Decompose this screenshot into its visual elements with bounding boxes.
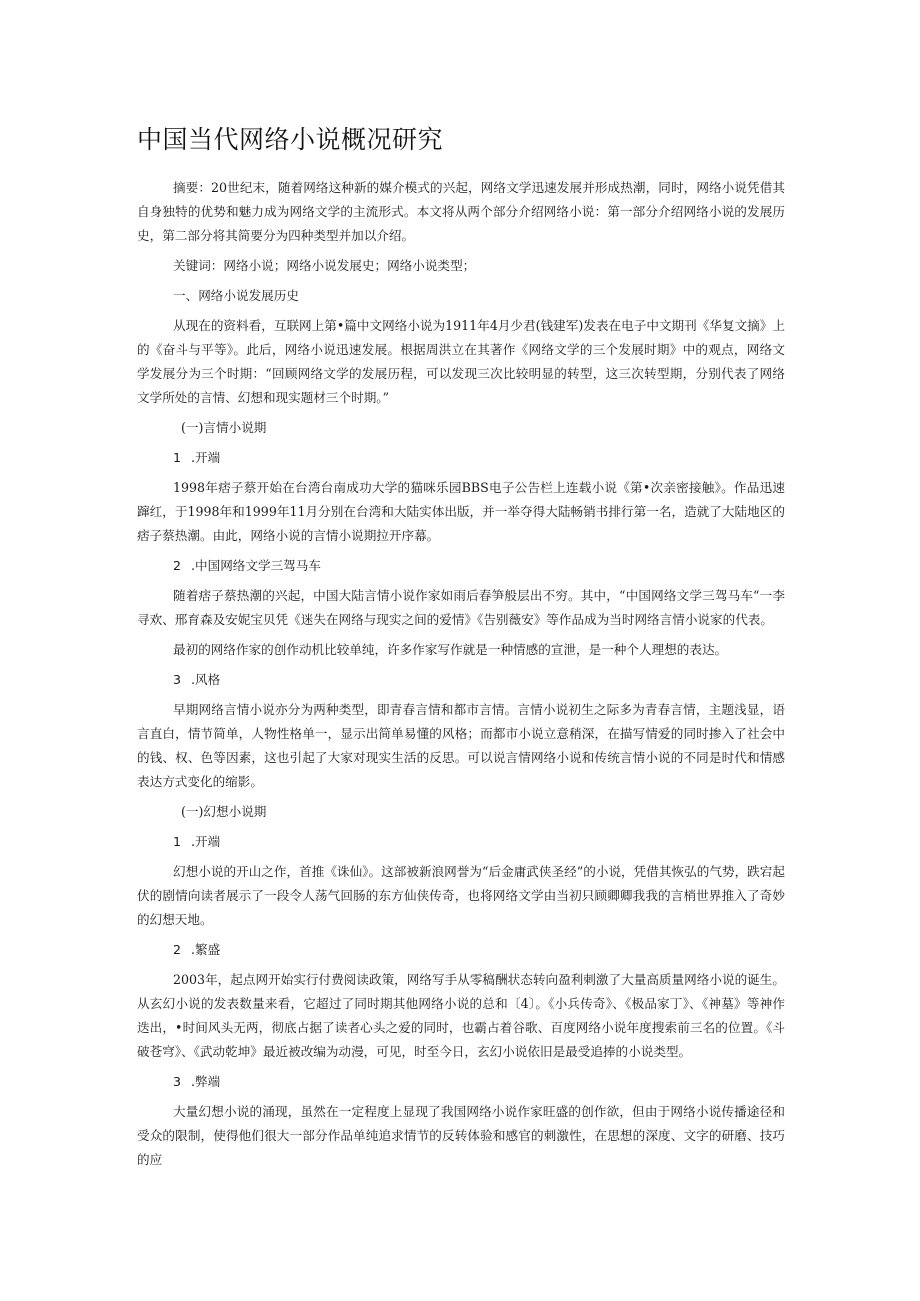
numbered-heading (137, 1070, 785, 1094)
numbered-heading (137, 554, 785, 578)
abstract: 摘要：20世纪末，随着网络这种新的媒介模式的兴起，网络文学迅速发展并形成热潮，同时，网络小说凭借其自身独特的优势和魅力成为网络文学的主流形式。本文将从两个部分介绍网络小说：第一部分介绍网络小说的发展历史，第二部分将其简要分为四种类型并加以介绍。 (137, 180, 785, 243)
paragraph: 2003年，起点网开始实行付费阅读政策，网络写手从零稿酬状态转向盈利刺激了大量高质量网络小说的诞生。从玄幻小说的发表数量来看，它超过了同时期其他网络小说的总和〔4〕。《小兵传奇》、《极品家丁》、《神墓》等神作迭出，•时间风头无两，彻底占据了读者心头之爱的同时，也霸占着谷歌、百度网络小说年度搜索前三名的位置。《斗破苍穹》、《武动乾坤》最近被改编为动漫，可见，时至今日，玄幻小说依旧是最受追捧的小说类型。 (137, 972, 785, 1059)
paragraph: 大量幻想小说的涌现，虽然在一定程度上显现了我国网络小说作家旺盛的创作欲，但由于网络小说传播途径和受众的限制，使得他们很大一部分作品单纯追求情节的反转体验和感官的刺激性，在思想的深度、文字的研磨、技巧的应 (137, 1104, 785, 1167)
item-number: 2 (173, 558, 182, 573)
paragraph: 早期网络言情小说亦分为两种类型，即青春言情和都市言情。言情小说初生之际多为青春言情，主题浅显，语言直白，情节简单，人物性格单一，显示出简单易懂的风格；而都市小说立意稍深，在描写情爱的同时掺入了社会中的钱、权、色等因素，这也引起了大家对现实生活的反思。可以说言情网络小说和传统言情小说的不同是时代和情感表达方式变化的缩影。 (137, 702, 785, 789)
item-label: .弊端 (191, 1074, 221, 1089)
item-label: .开端 (191, 450, 221, 465)
paragraph: 最初的网络作家的创作动机比较单纯，许多作家写作就是一种情感的宣泄，是一种个人理想的表达。 (173, 642, 728, 657)
item-number: 3 (173, 1074, 182, 1089)
paragraph: 从现在的资料看，互联网上第•篇中文网络小说为1911年4月少君(钱建军)发表在电子中文期刊《华复文摘》上的《奋斗与平等》。此后，网络小说迅速发展。根据周洪立在其著作《网络文学的三个发展时期》中的观点，网络文学发展分为三个时期：“回顾网络文学的发展历程，可以发现三次比较明显的转型，这三次转型期，分别代表了网络文学所处的言情、幻想和现实题材三个时期。” (137, 318, 785, 405)
item-number: 1 (173, 450, 182, 465)
subsection-heading: (一)言情小说期 (181, 420, 267, 435)
paragraph: 随着痞子蔡热潮的兴起，中国大陆言情小说作家如雨后春笋般层出不穷。其中，“中国网络文学三驾马车“一李寻欢、邢育森及安妮宝贝凭《迷失在网络与现实之间的爱情》《告别薇安》等作品成为当时网络言情小说家的代表。 (137, 588, 785, 627)
numbered-heading (137, 938, 785, 962)
item-label: .繁盛 (191, 942, 221, 957)
keywords: 关键词：网络小说；网络小说发展史；网络小说类型； (173, 258, 476, 273)
document-body (137, 124, 785, 1178)
item-label: .开端 (191, 834, 221, 849)
item-number: 1 (173, 834, 182, 849)
numbered-heading (137, 830, 785, 854)
paragraph: 1998年痞子蔡开始在台湾台南成功大学的猫咪乐园BBS电子公告栏上连载小说《第•次亲密接触》。作品迅速蹿红，于1998年和1999年11月分别在台湾和大陆实体出版，并一举夺得大陆畅销书排行第一名，造就了大陆地区的痞子蔡热潮。由此，网络小说的言情小说期拉开序幕。 (137, 480, 785, 543)
item-number: 3 (173, 672, 182, 687)
paragraph: 幻想小说的开山之作，首推《诛仙》。这部被新浪网誉为“后金庸武侠圣经”的小说，凭借其恢弘的气势，跌宕起伏的剧情向读者展示了一段令人荡气回肠的东方仙侠传奇，也将网络文学由当初只顾卿卿我我的言梢世界推入了奇妙的幻想天地。 (137, 864, 785, 927)
item-label: .中国网络文学三驾马车 (191, 558, 321, 573)
numbered-heading (137, 668, 785, 692)
document-title: 中国当代网络小说概况研究 (137, 125, 444, 154)
numbered-heading (137, 446, 785, 470)
section-heading: 一、网络小说发展历史 (173, 288, 299, 303)
item-number: 2 (173, 942, 182, 957)
subsection-heading: (一)幻想小说期 (181, 804, 267, 819)
item-label: .风格 (191, 672, 221, 687)
